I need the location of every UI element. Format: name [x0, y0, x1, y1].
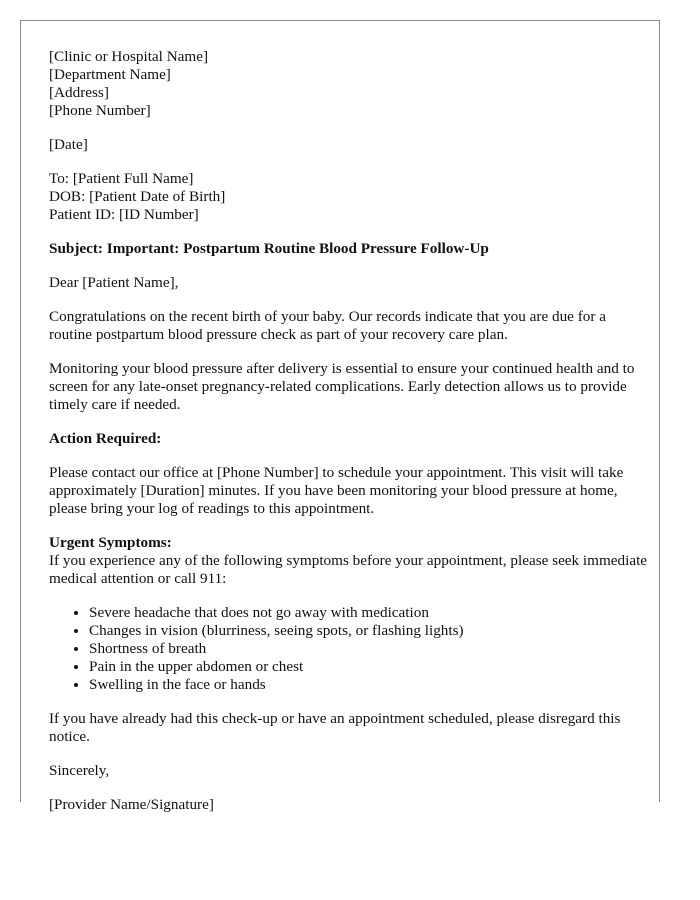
symptom-item: • Swelling in the face or hands	[89, 676, 649, 694]
clinic-phone: [Phone Number]	[49, 102, 151, 119]
disregard-paragraph: If you have already had this check-up or have an appointment scheduled, please disregard this notice.	[49, 710, 621, 745]
letter-body	[49, 48, 649, 830]
date-block	[49, 136, 649, 154]
clinic-name: [Clinic or Hospital Name]	[49, 48, 209, 65]
clinic-address: [Address]	[49, 84, 109, 101]
monitoring-paragraph: Monitoring your blood pressure after delivery is essential to ensure your continued health and to screen for any late-onset pregnancy-related complications. Early detection allows us to provide timely care if needed.	[49, 360, 635, 413]
department-name: [Department Name]	[49, 66, 171, 83]
urgent-paragraph: If you experience any of the following symptoms before your appointment, please seek immediate medical attention or call 911:	[49, 552, 648, 587]
salutation: Dear [Patient Name],	[49, 274, 179, 291]
recipient-block	[49, 170, 649, 224]
signature-line: [Provider Name/Signature]	[49, 796, 214, 813]
urgent-heading: Urgent Symptoms:	[49, 534, 172, 551]
recipient-dob: DOB: [Patient Date of Birth]	[49, 188, 226, 205]
symptom-list	[49, 604, 649, 694]
symptom-item: • Pain in the upper abdomen or chest	[89, 658, 649, 676]
urgent-section	[49, 534, 649, 588]
closing: Sincerely,	[49, 762, 110, 779]
intro-paragraph: Congratulations on the recent birth of your baby. Our records indicate that you are due for a routine postpartum blood pressure check as part of your recovery care plan.	[49, 308, 606, 343]
symptom-item: • Shortness of breath	[89, 640, 649, 658]
symptom-item: • Severe headache that does not go away with medication	[89, 604, 649, 622]
recipient-id: Patient ID: [ID Number]	[49, 206, 199, 223]
letter-subject: Subject: Important: Postpartum Routine Blood Pressure Follow-Up	[49, 240, 489, 257]
action-paragraph: Please contact our office at [Phone Number] to schedule your appointment. This visit will take approximately [Duration] minutes. If you have been monitoring your blood pressure at home, please bring your log of readings to this appointment.	[49, 464, 624, 517]
symptom-item: • Changes in vision (blurriness, seeing spots, or flashing lights)	[89, 622, 649, 640]
letter-page	[20, 20, 660, 813]
recipient-name: To: [Patient Full Name]	[49, 170, 194, 187]
sender-block	[49, 48, 649, 120]
letter-date: [Date]	[49, 136, 88, 153]
action-heading: Action Required:	[49, 430, 162, 447]
